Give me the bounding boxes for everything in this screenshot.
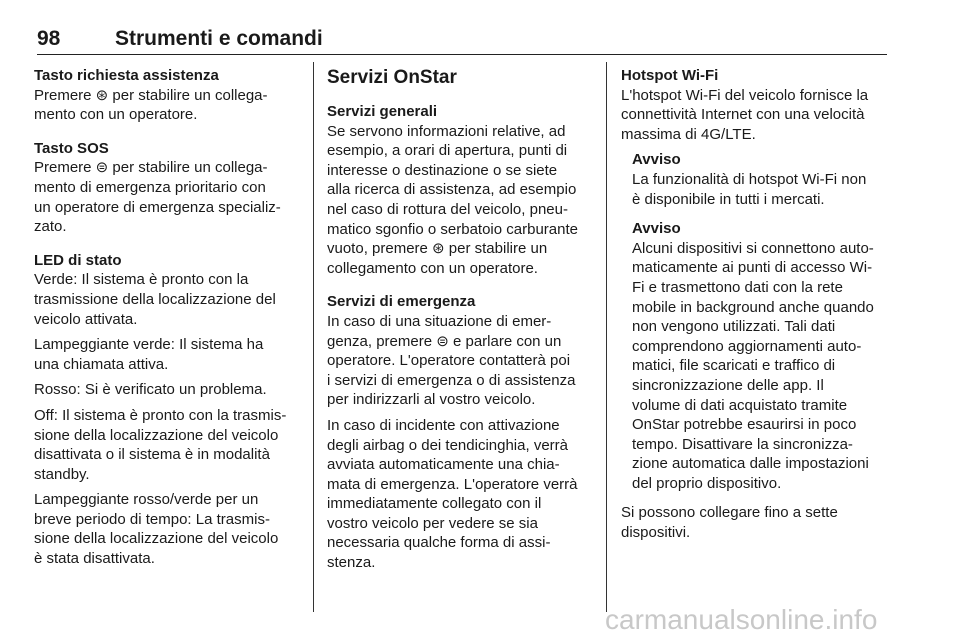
paragraph: Verde: Il sistema è pronto con la trasmissione della localizzazione del veicolo attivata. [34,271,276,328]
note-text: La funzionalità di hotspot Wi-Fi non è disponibile in tutti i mercati. [632,170,867,208]
section-title: LED di stato [34,251,122,269]
page-header [37,26,887,55]
paragraph: In caso di incidente con attivazione degli airbag o dei tendicinghia, verrà avviata automaticamente una chia- mata di emergenza. L'operatore verrà immediatamente collegato con il vostro veicolo per vedere se sia necessaria qualche forma di assi- stenza. [327,416,578,572]
section-title: Servizi di emergenza [327,293,476,311]
paragraph: Si possono collegare fino a sette dispositivi. [621,504,838,542]
paragraph: Off: Il sistema è pronto con la trasmis- sione della localizzazione del veicolo disattivata o il sistema è in modalità standby. [34,406,287,483]
watermark: carmanualsonline.info [605,604,878,635]
section-title: Hotspot Wi-Fi [621,67,719,84]
paragraph: Lampeggiante verde: Il sistema ha una chiamata attiva. [34,336,264,373]
page-title: Strumenti e comandi [115,27,323,50]
column-divider [606,62,607,612]
paragraph: L'hotspot Wi-Fi del veicolo fornisce la connettività Internet con una velocità massima di 4G/LTE. [621,86,869,143]
paragraph: Lampeggiante rosso/verde per un breve periodo di tempo: La trasmis- sione della localizzazione del veicolo è stata disattivata. [34,491,279,568]
column-divider [313,62,314,612]
page-number: 98 [37,27,61,50]
column-middle [327,66,593,579]
section-title: Tasto richiesta assistenza [34,67,219,84]
paragraph: Premere ⊜ per stabilire un collega- mento di emergenza prioritario con un operatore di emergenza specializ- zato. [34,159,281,236]
section-title: Servizi generali [327,103,438,120]
note-box [621,219,889,493]
paragraph: Premere ⊛ per stabilire un collega- mento con un operatore. [34,86,268,124]
note-title: Avviso [632,220,681,238]
paragraph: Rosso: Si è verificato un problema. [34,381,267,399]
column-left [34,66,296,575]
column-title: Servizi OnStar [327,67,457,88]
section-title: Tasto SOS [34,139,109,157]
paragraph: Se servono informazioni relative, ad esempio, a orari di apertura, punti di interesse o destinazione o se siete alla ricerca di assistenza, ad esempio nel caso di rottura del veicolo, pneu- matico sgonfio o serbatoio carburante vuoto, premere ⊛ per stabilire un collegamento con un operatore. [327,122,578,277]
note-title: Avviso [632,151,681,169]
paragraph: In caso di una situazione di emer- genza, premere ⊜ e parlare con un operatore. L'operatore contatterà poi i servizi di emergenza o di assistenza per indirizzarli al vostro veicolo. [327,312,576,409]
note-text: Alcuni dispositivi si connettono auto- maticamente ai punti di accesso Wi- Fi e trasmettono dati con la rete mobile in background anche quando non vengono utilizzati. Tali dati comprendono aggiornamenti auto- matici, file scaricati e traffico di sincronizzazione delle app. Il volume di dati acquistato tramite OnStar potrebbe esaurirsi in poco tempo. Disattivare la sincronizza- zione automatica dalle impostazioni del proprio dispositivo. [632,239,874,492]
note-box [621,150,889,209]
column-right [621,66,889,549]
